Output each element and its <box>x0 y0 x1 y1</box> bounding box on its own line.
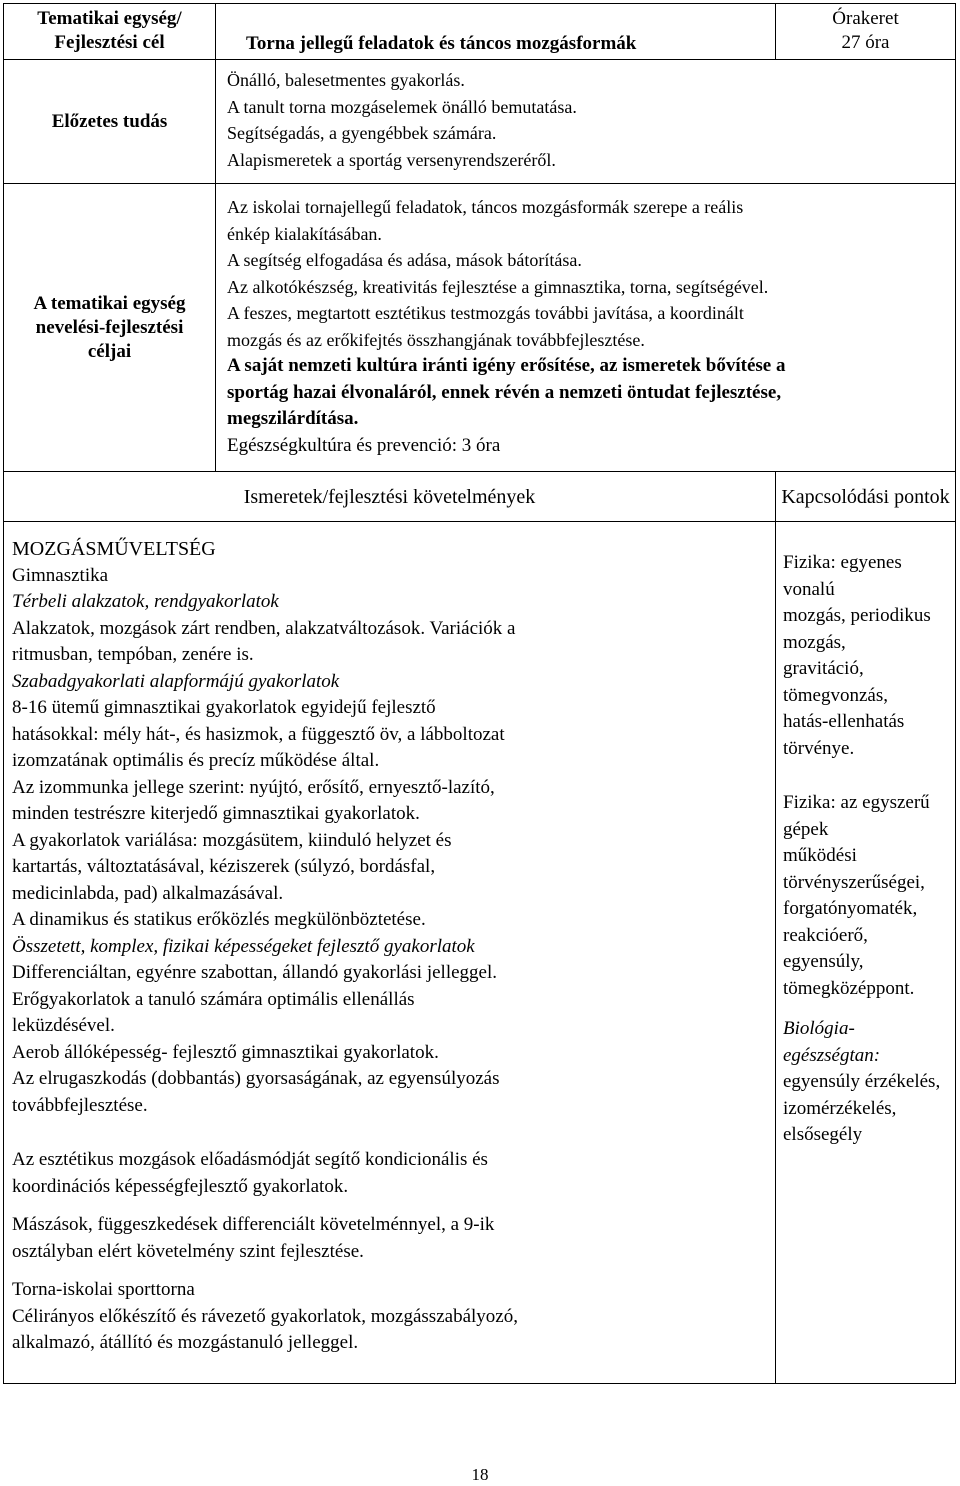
prior-line: A tanult torna mozgáselemek önálló bemutatása. <box>227 96 577 117</box>
connections-content <box>776 522 956 1384</box>
text-line: A gyakorlatok variálása: mozgásütem, kiinduló helyzet és <box>12 829 452 851</box>
prior-line: Önálló, balesetmentes gyakorlás. <box>227 70 465 90</box>
text-line: kartartás, változtatásával, kéziszerek (súlyzó, bordásfal, <box>12 856 436 877</box>
text-line: osztályban elért követelmény szint fejlesztése. <box>12 1240 364 1262</box>
connection-subject: Biológia-egészségtan: <box>783 1018 881 1066</box>
header-hours-cell <box>776 4 956 60</box>
text-line: ritmusban, tempóban, zenére is. <box>12 644 254 665</box>
connection-line: reakcióerő, egyensúly, <box>783 924 868 972</box>
prior-line: Segítségadás, a gyengébbek számára. <box>227 123 497 143</box>
text-line: Az esztétikus mozgások előadásmódját segítő kondicionális és <box>12 1149 488 1170</box>
goals-label-2: nevelési-fejlesztési <box>35 316 184 338</box>
header-unit-label-1: Tematikai egység/ <box>37 8 182 29</box>
topic-title: Összetett, komplex, fizikai képességeket fejlesztő gyakorlatok <box>12 935 475 957</box>
connection-line: forgatónyomaték, <box>783 898 918 919</box>
text-line: hatásokkal: mély hát-, és hasizmok, a függesztő öv, a lábboltozat <box>12 723 505 745</box>
requirements-heading: Ismeretek/fejlesztési követelmények <box>243 485 536 508</box>
text-line: leküzdésével. <box>12 1015 115 1036</box>
prior-knowledge-label-cell <box>4 60 216 184</box>
goals-row <box>4 184 956 472</box>
connection-line: izomérzékelés, elsősegély <box>783 1097 897 1145</box>
goals-label-cell <box>4 184 216 472</box>
goals-label-1: A tematikai egység <box>33 292 186 314</box>
text-line: alkalmazó, átállító és mozgástanuló jelleggel. <box>12 1332 359 1353</box>
connection-line: hatás-ellenhatás törvénye. <box>783 711 905 759</box>
prior-line: Alapismeretek a sportág versenyrendszeréről. <box>227 149 556 170</box>
text-line: Mászások, függeszkedések differenciált követelménnyel, a 9-ik <box>12 1214 495 1235</box>
text-line: Erőgyakorlatok a tanuló számára optimális ellenállás <box>12 988 415 1010</box>
goal-line: Az iskolai tornajellegű feladatok, táncos mozgásformák szerepe a reális <box>227 197 744 217</box>
text-line: A dinamikus és statikus erőközlés megkülönböztetése. <box>12 909 426 930</box>
content-row <box>4 522 956 1384</box>
curriculum-table-frame <box>3 3 955 1384</box>
goal-line: A feszes, megtartott esztétikus testmozgás további javítása, a koordinált <box>227 303 744 323</box>
health-hours-line: Egészségkultúra és prevenció: 3 óra <box>227 434 501 456</box>
connection-line: működési <box>783 845 857 866</box>
text-line: minden testrészre kiterjedő gimnasztikai gyakorlatok. <box>12 803 420 824</box>
text-line: Torna-iskolai sporttorna <box>12 1279 195 1300</box>
goal-line: Az alkotókészség, kreativitás fejlesztése a gimnasztika, torna, segítségével. <box>227 276 769 297</box>
text-line: Célirányos előkészítő és rávezető gyakorlatok, mozgásszabályozó, <box>12 1305 518 1327</box>
goal-bold-line: megszilárdítása. <box>227 408 359 429</box>
text-line: Az izommunka jellege szerint: nyújtó, erősítő, ernyesztő-lazító, <box>12 776 495 798</box>
text-line: koordinációs képességfejlesztő gyakorlatok. <box>12 1175 349 1197</box>
header-row <box>4 4 956 60</box>
connections-heading: Kapcsolódási pontok <box>781 485 950 508</box>
prior-knowledge-row <box>4 60 956 184</box>
goal-bold-line: sportág hazai élvonaláról, ennek révén a nemzeti öntudat fejlesztése, <box>227 381 782 403</box>
goal-line: mozgás és az erőkifejtés összhangjának továbbfejlesztése. <box>227 329 645 350</box>
topic-title: Szabadgyakorlati alapformájú gyakorlatok <box>12 670 340 692</box>
text-line: izomzatának optimális és precíz működése által. <box>12 750 380 771</box>
goal-line: énkép kialakításában. <box>227 223 382 244</box>
topic-title: Térbeli alakzatok, rendgyakorlatok <box>12 591 279 612</box>
goals-text <box>216 184 956 472</box>
text-line: 8-16 ütemű gimnasztikai gyakorlatok egyidejű fejlesztő <box>12 697 436 718</box>
header-title-cell <box>216 4 776 60</box>
text-line: továbbfejlesztése. <box>12 1094 148 1116</box>
goal-bold-line: A saját nemzeti kultúra iránti igény erősítése, az ismeretek bővítése a <box>227 355 786 376</box>
connection-line: Fizika: az egyszerű gépek <box>783 792 930 840</box>
connections-heading-cell <box>776 472 956 522</box>
requirements-content <box>4 522 776 1384</box>
subsection-gimnasztika: Gimnasztika <box>12 564 109 586</box>
goal-line: A segítség elfogadása és adása, mások bátorítása. <box>227 250 582 270</box>
goals-label-3: céljai <box>87 340 132 362</box>
header-unit-cell <box>4 4 216 60</box>
text-line: Alakzatok, mozgások zárt rendben, alakzatváltozások. Variációk a <box>12 617 516 639</box>
connection-line: törvényszerűségei, <box>783 871 925 893</box>
text-line: Aerob állóképesség- fejlesztő gimnasztikai gyakorlatok. <box>12 1041 439 1063</box>
section-heading: MOZGÁSMŰVELTSÉG <box>12 538 216 560</box>
prior-knowledge-text <box>216 60 956 184</box>
hours-label: Órakeret <box>832 8 899 29</box>
unit-title: Torna jellegű feladatok és táncos mozgásformák <box>246 33 637 54</box>
column-heading-row <box>4 472 956 522</box>
text-line: Differenciáltan, egyénre szabottan, állandó gyakorlási jelleggel. <box>12 962 498 983</box>
header-unit-label-2: Fejlesztési cél <box>54 32 165 53</box>
text-line: Az elrugaszkodás (dobbantás) gyorsaságának, az egyensúlyozás <box>12 1068 500 1089</box>
connection-line: tömegközéppont. <box>783 977 915 999</box>
connection-line: Fizika: egyenes vonalú <box>783 552 902 600</box>
hours-value: 27 óra <box>841 32 890 53</box>
connection-line: mozgás, periodikus mozgás, <box>783 605 931 653</box>
text-line: medicinlabda, pad) alkalmazásával. <box>12 882 284 904</box>
requirements-heading-cell <box>4 472 776 522</box>
connection-line: egyensúly érzékelés, <box>783 1071 941 1092</box>
page-number: 18 <box>471 1465 489 1484</box>
prior-knowledge-label: Előzetes tudás <box>51 110 168 132</box>
curriculum-table <box>3 3 956 1384</box>
connection-line: gravitáció, tömegvonzás, <box>783 658 889 706</box>
